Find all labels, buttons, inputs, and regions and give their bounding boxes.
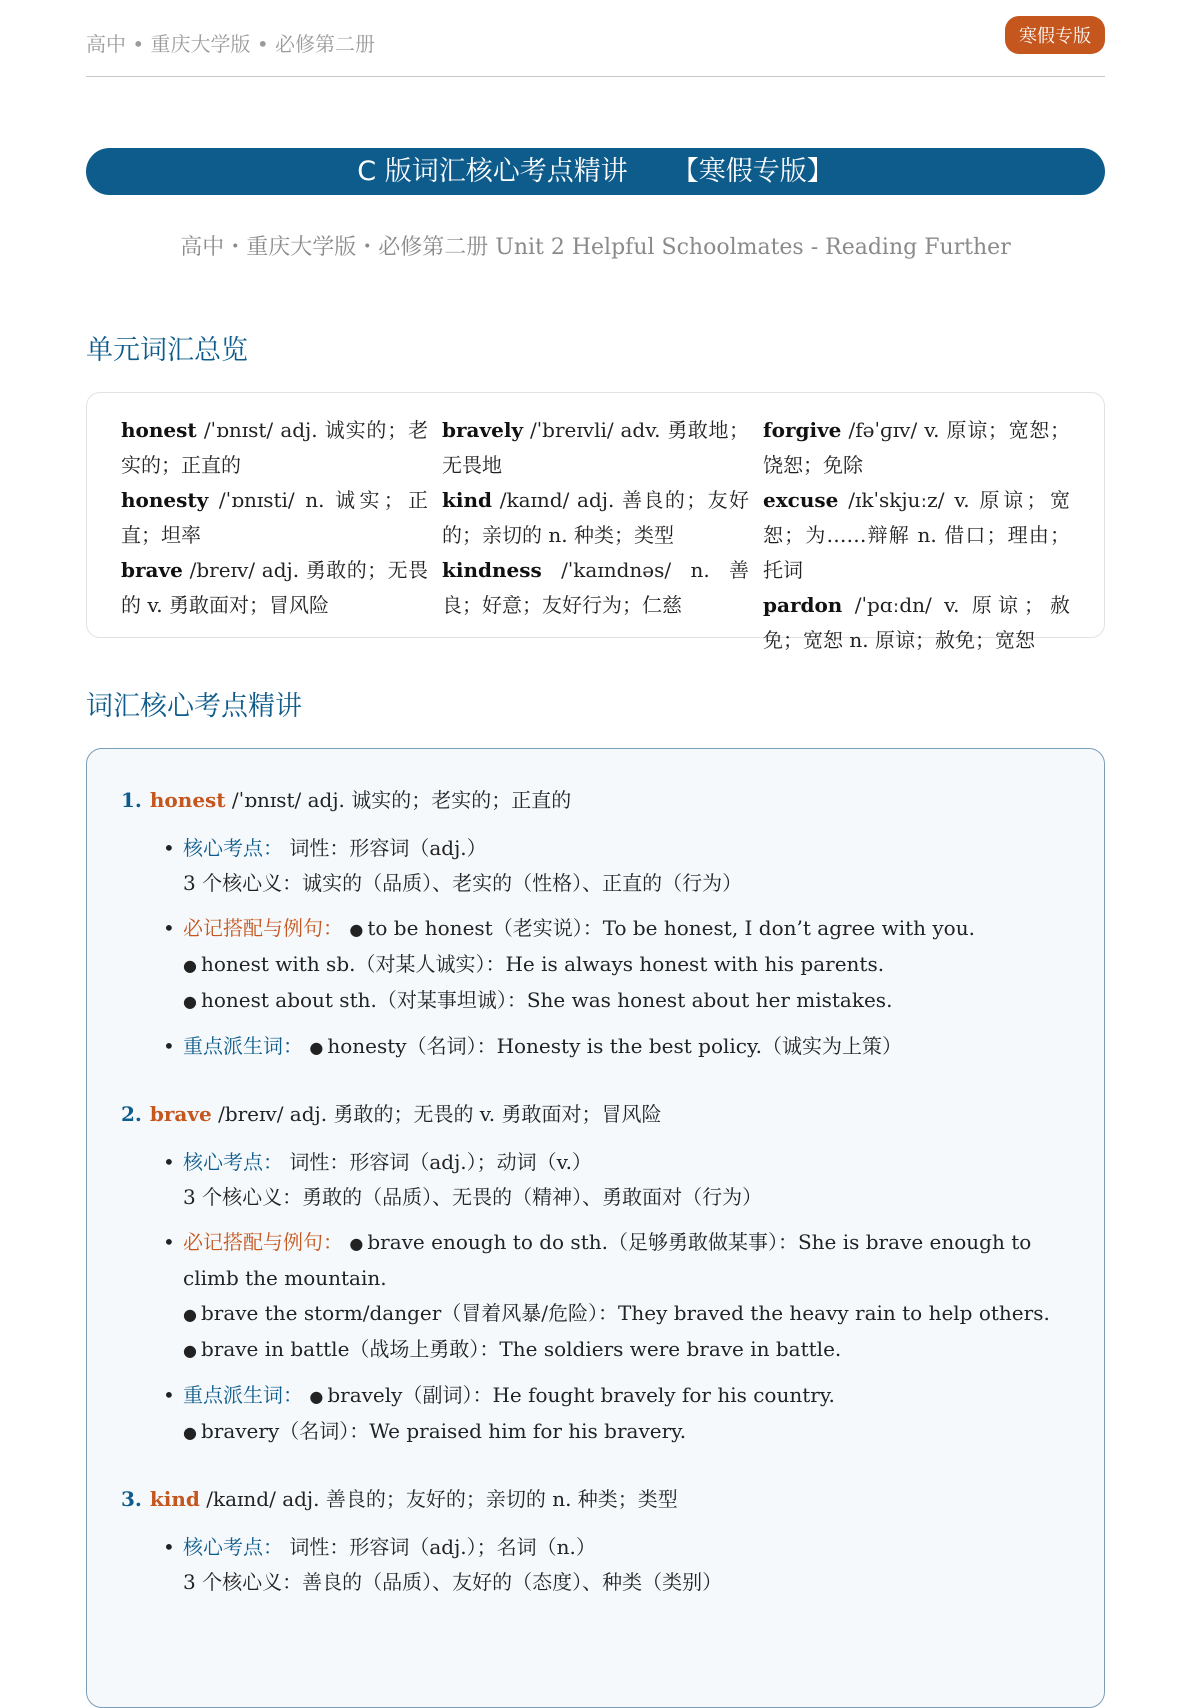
core-label: 核心考点：	[183, 1150, 283, 1174]
core-label: 核心考点：	[183, 1535, 283, 1559]
collocation-item: honest with sb.（对某人诚实）：He is always honest with his parents.	[200, 952, 885, 976]
edition-badge: 寒假专版	[1005, 16, 1105, 54]
vocab-entry	[442, 483, 749, 553]
collocation-item: to be honest（老实说）：To be honest, I don’t agree with you.	[367, 916, 975, 940]
headword: honest	[149, 788, 226, 812]
vocab-word: kindness	[442, 558, 542, 582]
detail-heading: 词汇核心考点精讲	[86, 691, 302, 722]
core-meaning: 3 个核心义：勇敢的（品质）、无畏的（精神）、勇敢面对（行为）	[183, 1185, 763, 1209]
bullet-icon: •	[163, 1230, 175, 1254]
vocab-word: kind	[442, 488, 492, 512]
detail-box	[86, 748, 1105, 1708]
overview-heading: 单元词汇总览	[86, 335, 248, 366]
dot-icon: ●	[349, 920, 364, 939]
core-point	[121, 1145, 1070, 1215]
vocab-word: excuse	[763, 488, 839, 512]
vocab-word: brave	[121, 558, 183, 582]
banner-tag: 【寒假专版】	[671, 156, 834, 187]
core-label: 核心考点：	[183, 836, 283, 860]
vocab-column	[763, 413, 1070, 652]
vocab-def: /breɪv/ adj. 勇敢的；无畏的 v. 勇敢面对；冒风险	[121, 558, 428, 617]
header-book-info: 高中 • 重庆大学版 • 必修第二册	[86, 32, 376, 56]
bullet-icon: •	[163, 916, 175, 940]
dot-icon: ●	[183, 992, 197, 1011]
bullet-icon: •	[163, 1383, 175, 1407]
core-meaning: 3 个核心义：诚实的（品质）、老实的（性格）、正直的（行为）	[183, 871, 743, 895]
vocab-entry	[763, 588, 1070, 658]
dot-icon: ●	[349, 1234, 364, 1253]
banner-title: C 版词汇核心考点精讲	[357, 156, 628, 187]
derivative-point	[121, 1029, 1070, 1065]
headword-def: /breɪv/ adj. 勇敢的；无畏的 v. 勇敢面对；冒风险	[211, 1102, 662, 1126]
vocab-column	[442, 413, 749, 637]
dot-icon: ●	[183, 1423, 197, 1442]
vocab-def: /fəˈɡɪv/ v. 原谅；宽恕；饶恕；免除	[763, 418, 1070, 477]
dot-icon: ●	[183, 1305, 197, 1324]
page-subtitle: 高中・重庆大学版・必修第二册 Unit 2 Helpful Schoolmates - Reading Further	[180, 235, 1011, 260]
core-meaning: 3 个核心义：善良的（品质）、友好的（态度）、种类（类别）	[183, 1570, 723, 1594]
vocab-entry	[442, 553, 749, 623]
dot-icon: ●	[309, 1038, 324, 1057]
dot-icon: ●	[309, 1387, 324, 1406]
vocab-entry	[121, 553, 428, 623]
entry-number: 2.	[121, 1102, 142, 1126]
vocab-entry	[121, 483, 428, 553]
vocab-word: honesty	[121, 488, 209, 512]
vocab-def: /ˈbreɪvli/ adv. 勇敢地；无畏地	[442, 418, 749, 477]
vocab-word: bravely	[442, 418, 524, 442]
vocab-overview-box	[86, 392, 1105, 652]
word-entry-title	[121, 1099, 1070, 1129]
collocation-point	[121, 1225, 1070, 1368]
core-pos: 词性：形容词（adj.）；名词（n.）	[283, 1535, 596, 1559]
bullet-icon: •	[163, 836, 175, 860]
vocab-entry	[121, 413, 428, 483]
collocation-point	[121, 911, 1070, 1019]
bullet-icon: •	[163, 1034, 175, 1058]
vocab-def: /kaɪnd/ adj. 善良的；友好的；亲切的 n. 种类；类型	[442, 488, 749, 547]
entry-number: 1.	[121, 788, 142, 812]
vocab-def: /ˈɒnɪst/ adj. 诚实的；老实的；正直的	[121, 418, 428, 477]
derivative-label: 重点派生词：	[183, 1383, 303, 1407]
vocab-def: /ˈɒnɪsti/ n. 诚实；正直；坦率	[121, 488, 428, 547]
word-entry-title	[121, 785, 1070, 815]
collocation-item: honest about sth.（对某事坦诚）：She was honest about her mistakes.	[200, 988, 893, 1012]
collocation-item: brave in battle（战场上勇敢）：The soldiers were brave in battle.	[200, 1337, 842, 1361]
vocab-entry	[763, 483, 1070, 588]
derivative-item: honesty（名词）：Honesty is the best policy.（诚实为上策）	[327, 1034, 902, 1058]
core-pos: 词性：形容词（adj.）；动词（v.）	[283, 1150, 592, 1174]
core-point	[121, 831, 1070, 901]
entry-number: 3.	[121, 1487, 142, 1511]
core-point	[121, 1530, 1070, 1600]
collocation-item: brave enough to do sth.（足够勇敢做某事）：She is brave enough to climb the mountain.	[183, 1230, 1032, 1290]
derivative-item: bravely（副词）：He fought bravely for his country.	[327, 1383, 835, 1407]
title-banner	[86, 148, 1105, 195]
headword-def: /kaɪnd/ adj. 善良的；友好的；亲切的 n. 种类；类型	[199, 1487, 678, 1511]
vocab-entry	[442, 413, 749, 483]
headword: kind	[149, 1487, 200, 1511]
page-header	[86, 22, 1105, 77]
dot-icon: ●	[183, 1341, 197, 1360]
headword: brave	[149, 1102, 212, 1126]
vocab-word: honest	[121, 418, 197, 442]
headword-def: /ˈɒnɪst/ adj. 诚实的；老实的；正直的	[225, 788, 572, 812]
bullet-icon: •	[163, 1535, 175, 1559]
vocab-def: /ˈkaɪndnəs/ n. 善良；好意；友好行为；仁慈	[442, 558, 749, 617]
core-pos: 词性：形容词（adj.）	[283, 836, 487, 860]
collocation-item: brave the storm/danger（冒着风暴/危险）：They braved the heavy rain to help others.	[200, 1301, 1050, 1325]
vocab-def: /ɪkˈskjuːz/ v. 原谅；宽恕；为……辩解 n. 借口；理由；托词	[763, 488, 1070, 582]
vocab-column	[121, 413, 428, 637]
word-entry-title	[121, 1484, 1070, 1514]
vocab-word: forgive	[763, 418, 842, 442]
vocab-entry	[763, 413, 1070, 483]
dot-icon: ●	[183, 956, 197, 975]
collocation-label: 必记搭配与例句：	[183, 1230, 343, 1254]
derivative-point	[121, 1378, 1070, 1450]
vocab-def: /ˈpɑːdn/ v. 原谅；赦免；宽恕 n. 原谅；赦免；宽恕	[763, 593, 1070, 652]
collocation-label: 必记搭配与例句：	[183, 916, 343, 940]
vocab-word: pardon	[763, 593, 843, 617]
derivative-item: bravery（名词）：We praised him for his bravery.	[200, 1419, 687, 1443]
derivative-label: 重点派生词：	[183, 1034, 303, 1058]
bullet-icon: •	[163, 1150, 175, 1174]
